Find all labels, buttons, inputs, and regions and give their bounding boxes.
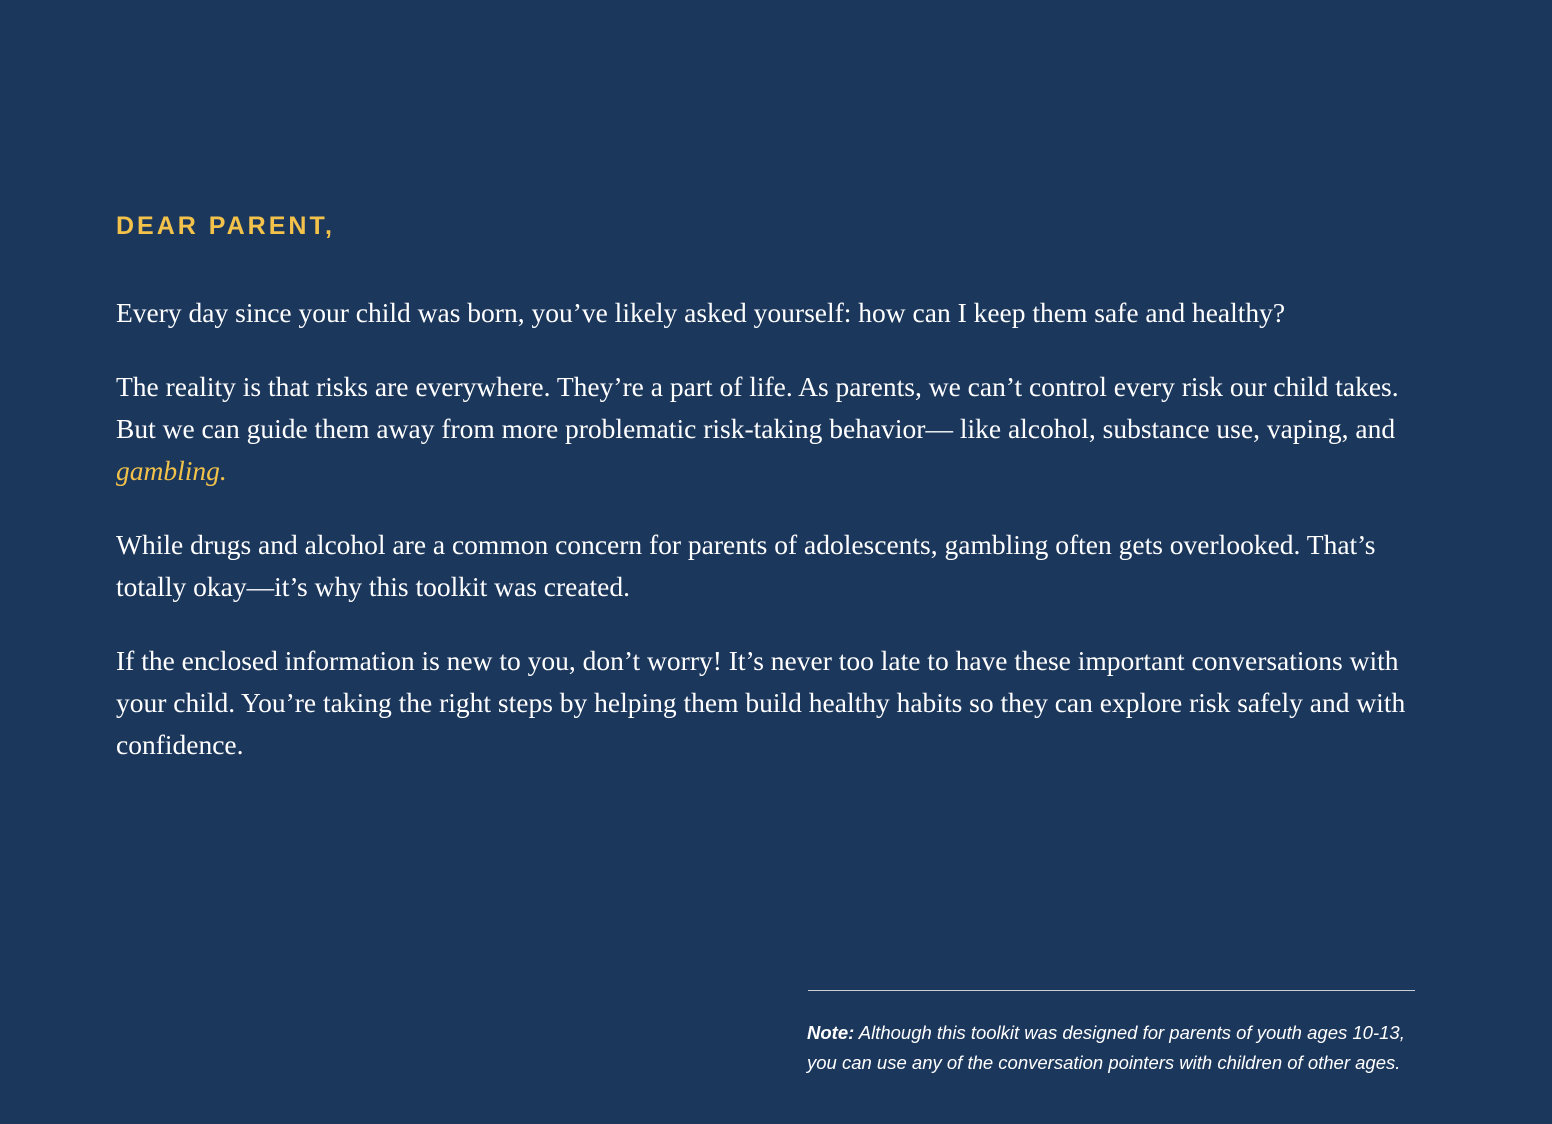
paragraph-4: If the enclosed information is new to you, don’t worry! It’s never too late to have these important conversations with your child. You’re taking the right steps by helping them build healthy habits so they can explore risk safely and with confidence. bbox=[116, 645, 1406, 760]
note-divider bbox=[808, 990, 1415, 991]
paragraph-3: While drugs and alcohol are a common concern for parents of adolescents, gambling often gets overlooked. That’s totally okay—it’s why this toolkit was created. bbox=[116, 529, 1376, 602]
paragraph-2-text: The reality is that risks are everywhere. They’re a part of life. As parents, we can’t control every risk our child takes. But we can guide them away from more problematic risk-taking behavior— like alcohol, substance use, vaping, and bbox=[116, 371, 1399, 444]
note-text bbox=[807, 1018, 1427, 1078]
paragraph-1: Every day since your child was born, you’ve likely asked yourself: how can I keep them safe and healthy? bbox=[116, 297, 1286, 328]
note-body: Although this toolkit was designed for parents of youth ages 10-13, you can use any of the conversation pointers with children of other ages. bbox=[807, 1022, 1405, 1073]
note-label: Note: bbox=[807, 1022, 855, 1043]
paragraph-2 bbox=[116, 366, 1426, 492]
salutation-heading: DEAR PARENT, bbox=[116, 212, 335, 240]
letter-body bbox=[116, 292, 1426, 798]
gambling-highlight: gambling. bbox=[116, 455, 227, 486]
